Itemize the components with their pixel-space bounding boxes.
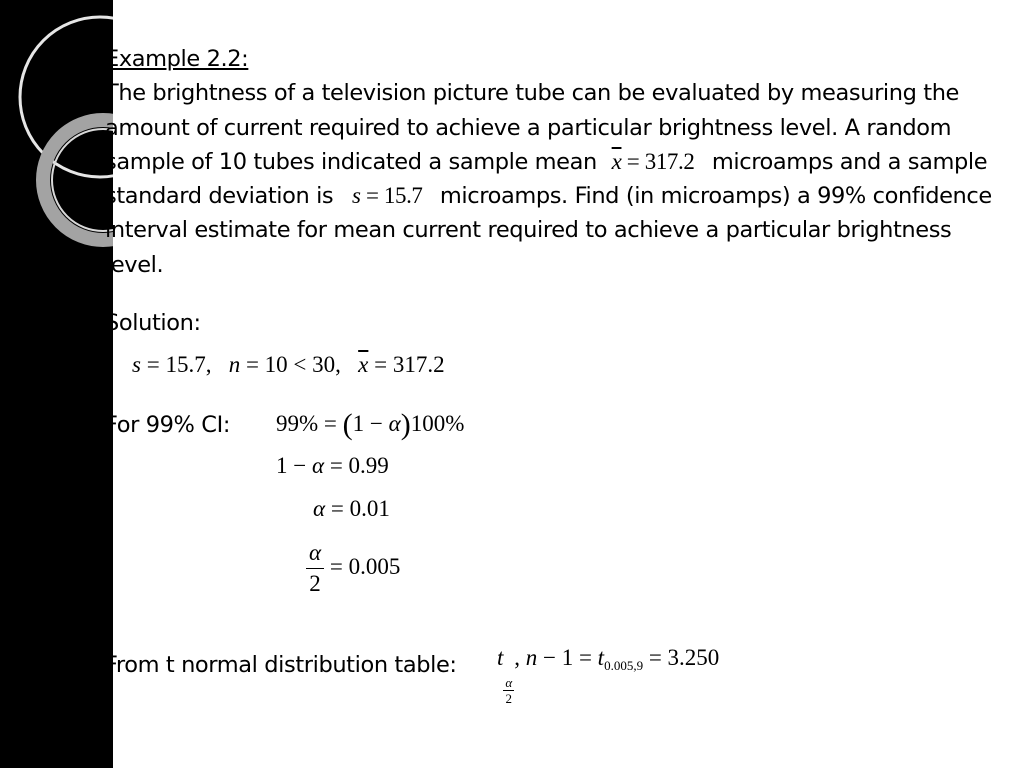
example-line-5: interval estimate for mean current required to achieve a particular brightness	[105, 217, 952, 244]
half-alpha-equation: $\frac{\alpha}{2}$ = 0.005	[306, 538, 400, 599]
ci-equation-1: 99% = (1 − α)100%	[276, 408, 465, 441]
line4-after: microamps. Find (in microamps) a 99% confidence	[439, 183, 992, 210]
solution-label: Solution:	[105, 310, 201, 336]
t-value-equation: t $\frac{\alpha}{2}$ , $n - 1 = t_{0.005,9} = 3.250$	[497, 645, 720, 706]
mean-value: 317.2	[644, 148, 695, 174]
ci-eq1-left: 99%	[276, 411, 319, 436]
example-line-6: level.	[105, 251, 164, 278]
sd-formula: s = 15.7	[352, 183, 423, 209]
ci-label: For 99% CI:	[105, 412, 230, 438]
example-line-1: The brightness of a television picture tube can be evaluated by measuring the	[105, 80, 959, 107]
given-n: 10	[264, 352, 288, 377]
given-n-bound: 30	[312, 352, 336, 377]
example-line-4	[105, 179, 1015, 213]
mean-formula: $\overline{x} = 317.2$	[611, 148, 695, 174]
slide-sidebar	[0, 0, 113, 768]
half-alpha-value: 0.005	[348, 553, 401, 579]
ci-eq1-right: 100%	[410, 411, 465, 436]
line4-before: standard deviation is	[105, 183, 334, 210]
line3-before: sample of 10 tubes indicated a sample mean	[105, 148, 597, 175]
given-xbar: 317.2	[392, 352, 445, 377]
example-text	[105, 42, 1015, 282]
line3-after: microamps and a sample	[711, 148, 988, 175]
alpha-over-2: $\frac{\alpha}{2}$	[306, 538, 324, 599]
alpha-equation: α = 0.01	[313, 496, 390, 521]
alpha-value: 0.01	[349, 496, 390, 521]
t-value: 3.250	[667, 645, 720, 670]
ci-equation-2: 1 − α = 0.99	[276, 453, 389, 478]
ci-eq2-right: 0.99	[348, 453, 389, 478]
given-values: s = 15.7, n = 10 < 30, $\overline{x} = 317.2$	[132, 352, 445, 377]
example-line-2: amount of current required to achieve a particular brightness level. A random	[105, 114, 952, 141]
table-label: From t normal distribution table:	[105, 652, 457, 678]
t-subscript-alpha-over-2: $\frac{\alpha}{2}$	[505, 675, 513, 706]
sd-value: 15.7	[383, 183, 423, 209]
given-s: 15.7	[165, 352, 206, 377]
t-subscript: 0.005,9	[604, 658, 644, 673]
example-heading: Example 2.2:	[105, 46, 249, 72]
example-line-3	[105, 145, 1015, 179]
